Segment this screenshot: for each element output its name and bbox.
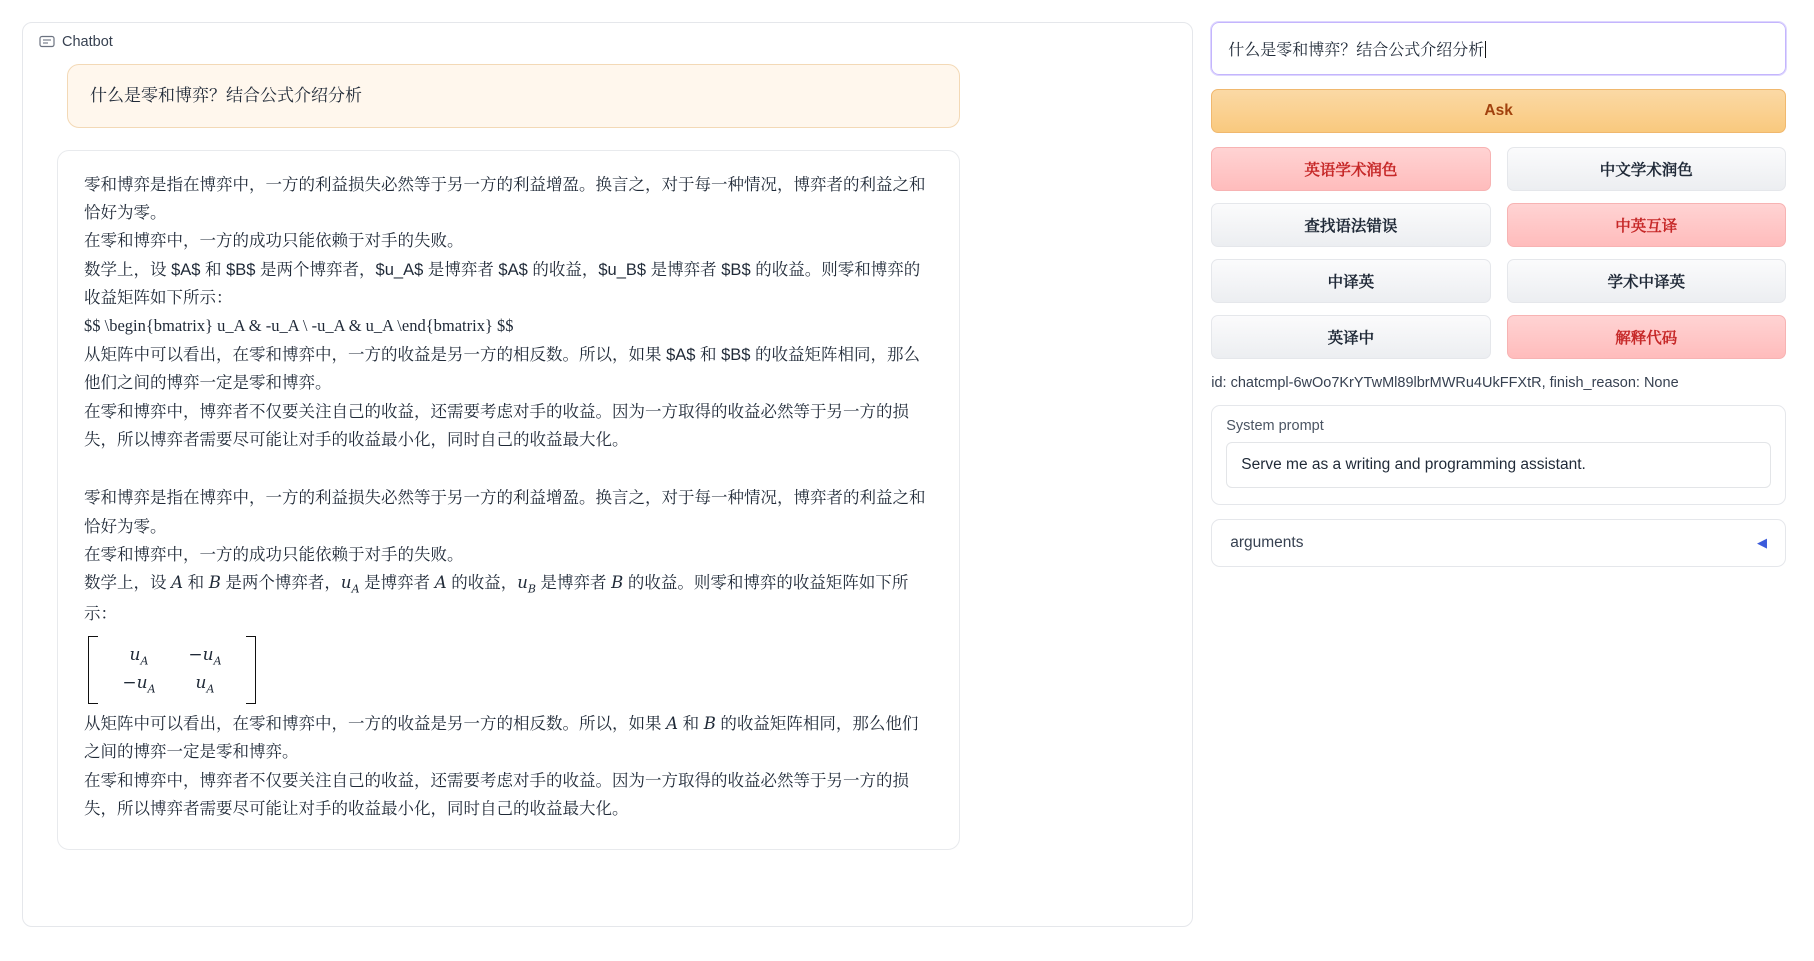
preset-button-find-grammar-errors[interactable]	[1211, 203, 1490, 247]
text-fragment: 是博弈者	[359, 574, 435, 593]
chevron-left-icon: ◀	[1757, 535, 1767, 550]
chatbot-panel-label	[23, 23, 127, 56]
chatbot-label-text: Chatbot	[62, 34, 113, 50]
bot-raw-line-3: 数学上，设 $A$ 和 $B$ 是两个博弈者，$u_A$ 是博弈者 $A$ 的收益，$u_B$ 是博弈者 $B$ 的收益。则零和博弈的收益矩阵如下所示：	[84, 260, 921, 307]
math-var-b2: B	[611, 573, 624, 593]
preset-button-label: 英译中	[1327, 330, 1375, 347]
preset-button-label: 英语学术润色	[1304, 162, 1398, 179]
bot-raw-formula: $$ \begin{bmatrix} u_A & -u_A \ -u_A & u_A \end{bmatrix} $$	[84, 316, 514, 336]
bot-rendered-line-2: 在零和博弈中，一方的成功只能依赖于对手的失败。	[84, 546, 464, 564]
ask-button[interactable]	[1211, 89, 1786, 133]
math-var-a3: A	[666, 713, 679, 733]
chat-bubble-icon	[39, 34, 55, 50]
preset-button-cn-en-translate[interactable]	[1507, 203, 1786, 247]
payoff-matrix	[88, 636, 933, 704]
preset-button-academic-cn-to-en[interactable]	[1507, 259, 1786, 303]
math-var-a: A	[171, 573, 184, 593]
matrix-cell-0-0: $u_A$	[129, 644, 149, 668]
math-var-ub: $u_B$	[517, 573, 536, 596]
matrix-cell-0-1: $-u_A$	[188, 644, 222, 668]
bot-raw-line-5: 从矩阵中可以看出，在零和博弈中，一方的收益是另一方的相反数。所以，如果 $A$ 和 $B$ 的收益矩阵相同，那么他们之间的博弈一定是零和博弈。	[84, 345, 921, 393]
math-var-b3: B	[703, 713, 716, 733]
bot-rendered-line-1: 零和博弈是指在博弈中，一方的利益损失必然等于另一方的利益增盈。换言之，对于每一种情况，博弈者的利益之和恰好为零。	[84, 489, 926, 536]
bot-rendered-line-5	[84, 710, 933, 767]
system-prompt-value: Serve me as a writing and programming assistant.	[1241, 456, 1586, 473]
text-fragment: 和	[678, 714, 704, 733]
text-fragment: 的收益，	[446, 574, 518, 593]
text-fragment: 和	[183, 574, 209, 593]
preset-button-explain-code[interactable]	[1507, 315, 1786, 359]
text-fragment: 数学上，设	[84, 574, 172, 593]
system-prompt-card	[1211, 405, 1786, 505]
bot-raw-line-1: 零和博弈是指在博弈中，一方的利益损失必然等于另一方的利益增盈。换言之，对于每一种情况，博弈者的利益之和恰好为零。	[84, 175, 926, 222]
arguments-accordion[interactable]	[1211, 519, 1786, 567]
system-prompt-label: System prompt	[1226, 418, 1324, 434]
preset-button-cn-to-en[interactable]	[1211, 259, 1490, 303]
preset-button-label: 中英互译	[1615, 218, 1678, 235]
user-message-bubble	[67, 64, 960, 128]
system-prompt-input[interactable]	[1226, 442, 1771, 488]
preset-button-grid	[1211, 147, 1786, 359]
preset-button-chinese-polish[interactable]	[1507, 147, 1786, 191]
bot-message-bubble	[57, 150, 960, 851]
matrix-cell-1-1: $u_A$	[195, 672, 215, 696]
math-var-a2: A	[434, 573, 447, 593]
preset-button-label: 学术中译英	[1607, 274, 1686, 291]
preset-button-english-polish[interactable]	[1211, 147, 1490, 191]
status-text: id: chatcmpl-6wOo7KrYTwMl89lbrMWRu4UkFFXtR, finish_reason: None	[1211, 375, 1679, 391]
bot-raw-line-6: 在零和博弈中，博弈者不仅要关注自己的收益，还需要考虑对手的收益。因为一方取得的收益必然等于另一方的损失，所以博弈者需要尽可能让对手的收益最小化，同时自己的收益最大化。	[84, 402, 909, 449]
section-gap	[84, 454, 933, 484]
math-var-ua: $u_A$	[340, 573, 360, 596]
user-message-text: 什么是零和博弈？结合公式介绍分析	[90, 86, 362, 105]
preset-button-label: 中文学术润色	[1599, 162, 1693, 179]
text-fragment: 从矩阵中可以看出，在零和博弈中，一方的收益是另一方的相反数。所以，如果	[84, 714, 667, 733]
matrix-left-bracket	[88, 636, 98, 704]
text-fragment: 是两个博弈者，	[220, 574, 341, 593]
text-fragment: 的收益。则零和博弈的收益矩阵如下所示：	[84, 574, 909, 623]
text-fragment: 是博弈者	[535, 574, 612, 593]
preset-button-label: 查找语法错误	[1304, 218, 1398, 235]
bot-rendered-line-6: 在零和博弈中，博弈者不仅要关注自己的收益，还需要考虑对手的收益。因为一方取得的收益必然等于另一方的损失，所以博弈者需要尽可能让对手的收益最小化，同时自己的收益最大化。	[84, 771, 909, 819]
prompt-input[interactable]	[1211, 22, 1786, 75]
bot-rendered-line-3	[84, 569, 933, 628]
preset-button-label: 中译英	[1327, 274, 1375, 291]
controls-panel	[1211, 22, 1786, 961]
arguments-accordion-label: arguments	[1230, 534, 1304, 551]
matrix-right-bracket	[246, 636, 256, 704]
bot-raw-line-2: 在零和博弈中，一方的成功只能依赖于对手的失败。	[84, 232, 464, 251]
chatbot-panel	[22, 22, 1193, 927]
chat-message-list	[23, 64, 1192, 868]
preset-button-en-to-cn[interactable]	[1211, 315, 1490, 359]
text-fragment: 的收益矩阵相同，那么他们之间的博弈一定是零和博弈。	[84, 714, 919, 762]
ask-button-label: Ask	[1484, 102, 1513, 119]
matrix-cells	[98, 636, 246, 704]
preset-button-label: 解释代码	[1615, 330, 1678, 347]
text-caret	[1485, 41, 1486, 58]
matrix-cell-1-0: $-u_A$	[122, 672, 156, 696]
prompt-input-value: 什么是零和博弈？结合公式介绍分析	[1228, 42, 1485, 59]
math-var-b: B	[208, 573, 221, 593]
